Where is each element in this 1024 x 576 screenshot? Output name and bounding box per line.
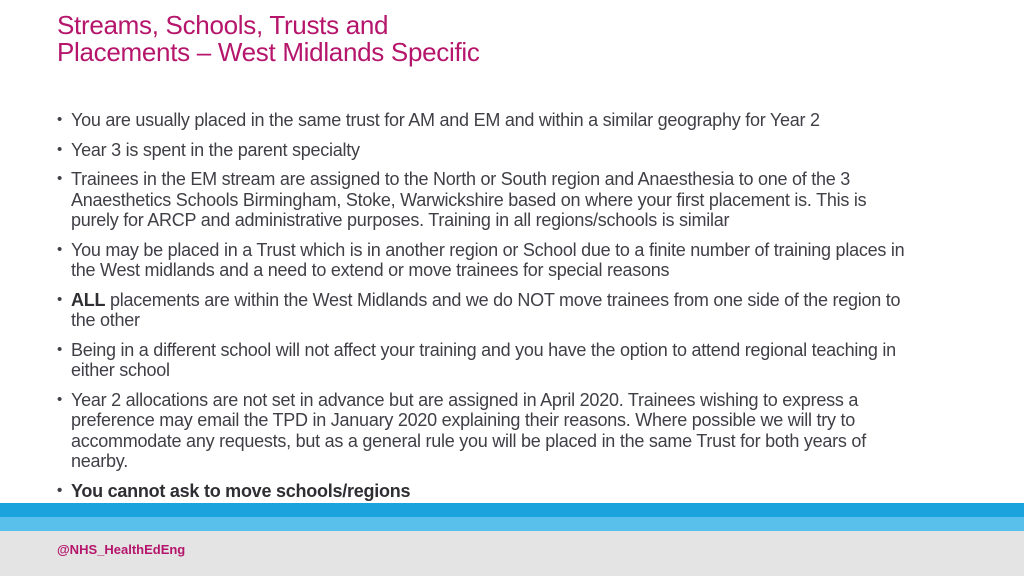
bullet-emphasis: ALL — [71, 289, 106, 310]
bullet-item: • Year 2 allocations are not set in advance but are assigned in April 2020. Trainees wishing to express a preference may email the TPD in January 2020 explaining their reasons. Where possible we will try to accommodate any requests, but as a general rule you will be placed in the same Trust for both years of nearby. — [57, 390, 917, 472]
slide-title-line-1: Streams, Schools, Trusts and — [57, 10, 389, 40]
footer-band-dark — [0, 503, 1024, 517]
bullet-item: • Being in a different school will not affect your training and you have the option to attend regional teaching in either school — [57, 340, 917, 381]
bullet-list — [57, 110, 917, 510]
twitter-handle: @NHS_HealthEdEng — [57, 542, 186, 557]
bullet-item: • You are usually placed in the same trust for AM and EM and within a similar geography for Year 2 — [57, 110, 917, 131]
bullet-text: placements are within the West Midlands and we do NOT move trainees from one side of the region to the other — [71, 289, 901, 330]
slide-title — [57, 12, 480, 66]
bullet-item: • Trainees in the EM stream are assigned to the North or South region and Anaesthesia to one of the 3 Anaesthetics Schools Birmingham, Stoke, Warwickshire based on where your first placement is. This is purely for ARCP and administrative purposes. Training in all regions/schools is similar — [57, 169, 917, 231]
bullet-item: • Year 3 is spent in the parent specialty — [57, 140, 917, 161]
bullet-item: • You may be placed in a Trust which is in another region or School due to a finite number of training places in the West midlands and a need to extend or move trainees for special reasons — [57, 240, 917, 281]
footer-band-light — [0, 517, 1024, 531]
bullet-item — [57, 290, 917, 331]
slide-title-line-2: Placements – West Midlands Specific — [57, 37, 480, 67]
bullet-item-emphasis: • You cannot ask to move schools/regions — [57, 481, 917, 502]
